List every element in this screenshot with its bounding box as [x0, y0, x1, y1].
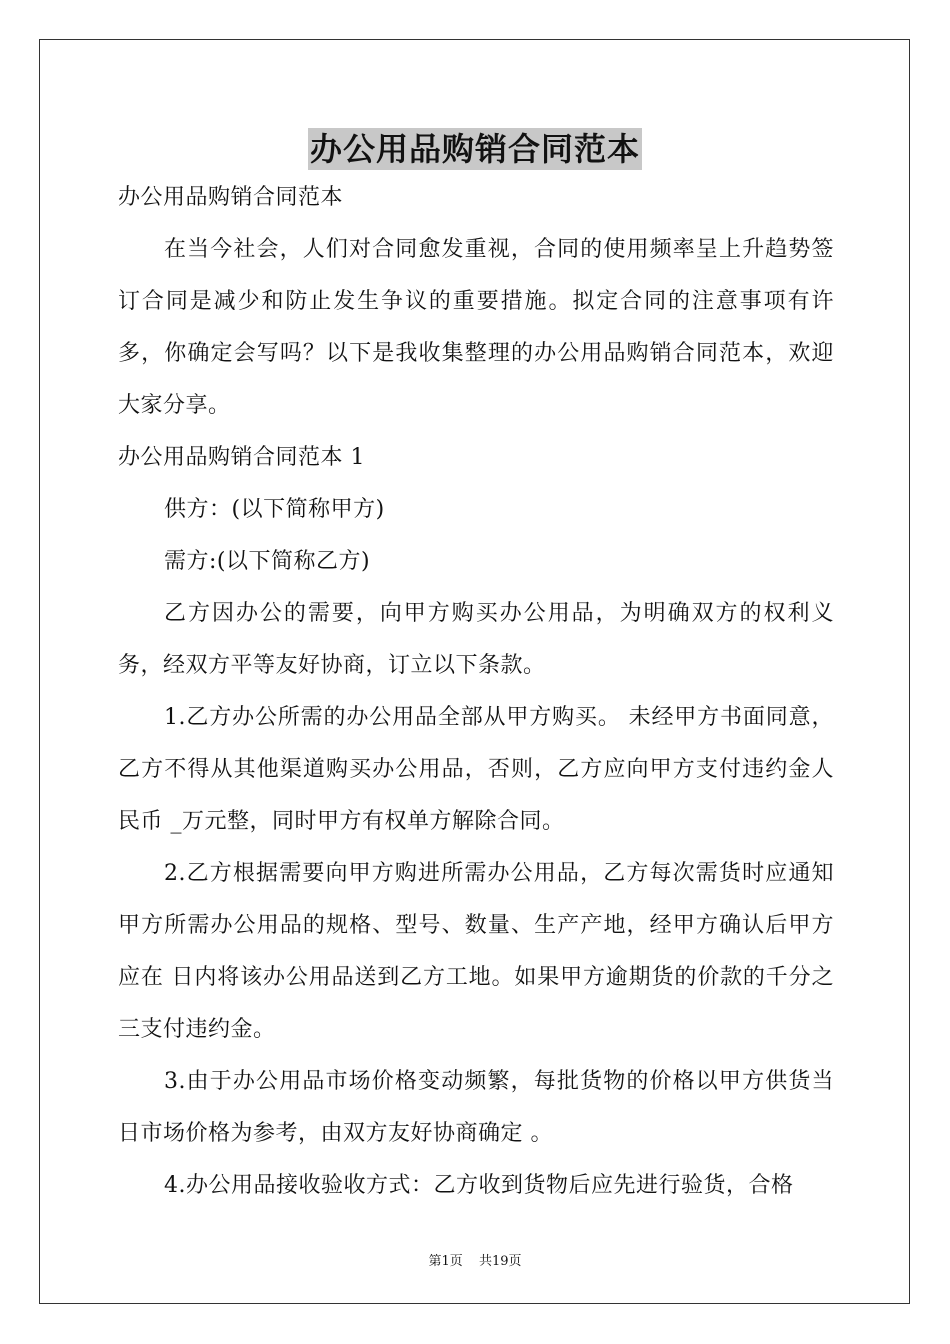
clause-2: 2.乙方根据需要向甲方购进所需办公用品，乙方每次需货时应通知甲方所需办公用品的规格、型号、数量、生产产地，经甲方确认后甲方应在 日内将该办公用品送到乙方工地。如果甲方逾期货的价款的千分之三支付违约金。 — [118, 861, 834, 1042]
section-heading: 办公用品购销合同范本 1 — [118, 445, 365, 470]
document-subtitle: 办公用品购销合同范本 — [118, 185, 344, 210]
clause-1: 1.乙方办公所需的办公用品全部从甲方购买。 未经甲方书面同意，乙方不得从其他渠道购买办公用品，否则，乙方应向甲方支付违约金人民币 _万元整，同时甲方有权单方解除合同。 — [118, 705, 834, 834]
title-wrap — [0, 128, 950, 170]
document-body — [118, 172, 834, 1212]
preamble-paragraph: 乙方因办公的需要，向甲方购买办公用品，为明确双方的权利义务，经双方平等友好协商，订立以下条款。 — [118, 601, 834, 678]
page-number: 第1页 — [428, 1254, 463, 1269]
page-footer — [0, 1250, 950, 1269]
document-title: 办公用品购销合同范本 — [309, 130, 640, 168]
intro-paragraph: 在当今社会，人们对合同愈发重视，合同的使用频率呈上升趋势签订合同是减少和防止发生争议的重要措施。拟定合同的注意事项有许多，你确定会写吗？以下是我收集整理的办公用品购销合同范本，欢迎大家分享。 — [118, 237, 834, 418]
clause-3: 3.由于办公用品市场价格变动频繁，每批货物的价格以甲方供货当日市场价格为参考，由双方友好协商确定 。 — [118, 1069, 834, 1146]
page-total: 共19页 — [478, 1254, 522, 1269]
clause-4: 4.办公用品接收验收方式：乙方收到货物后应先进行验货，合格 — [164, 1173, 794, 1198]
buyer-line: 需方:(以下简称乙方) — [164, 549, 371, 574]
supplier-line: 供方：(以下简称甲方) — [164, 497, 385, 522]
